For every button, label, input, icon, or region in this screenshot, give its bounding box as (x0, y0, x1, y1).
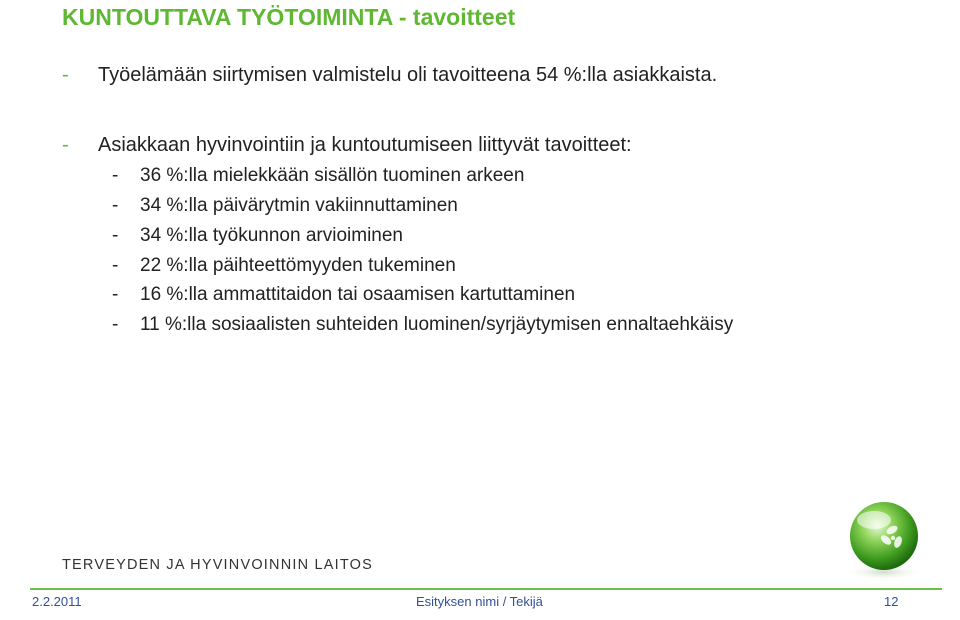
bullet-item (62, 134, 632, 157)
sub-dash: - (112, 225, 119, 246)
sub-item (112, 195, 458, 217)
bullet-item (62, 64, 717, 87)
sub-dash: - (112, 284, 119, 305)
sub-text: 34 %:lla päivärytmin vakiinnuttaminen (140, 195, 458, 216)
slide-title: KUNTOUTTAVA TYÖTOIMINTA - tavoitteet (62, 4, 516, 30)
sub-dash: - (112, 255, 119, 276)
sub-text: 11 %:lla sosiaalisten suhteiden luominen/syrjäytymisen ennaltaehkäisy (140, 314, 734, 335)
footer-presenter: Esityksen nimi / Tekijä (416, 594, 543, 609)
sub-item (112, 255, 456, 277)
sub-text: 34 %:lla työkunnon arvioiminen (140, 225, 403, 246)
green-sphere-logo-icon (834, 496, 930, 582)
sub-dash: - (112, 314, 119, 335)
bullet-dash: - (62, 134, 69, 156)
sub-text: 36 %:lla mielekkään sisällön tuominen arkeen (140, 165, 525, 186)
sub-item (112, 165, 524, 187)
organization-name: TERVEYDEN JA HYVINVOINNIN LAITOS (62, 557, 374, 573)
footer-date: 2.2.2011 (32, 594, 82, 609)
footer-page-number: 12 (884, 594, 899, 609)
sub-text: 16 %:lla ammattitaidon tai osaamisen kartuttaminen (140, 284, 576, 305)
bullet-dash: - (62, 64, 69, 86)
sub-dash: - (112, 195, 119, 216)
footer-divider (30, 588, 942, 590)
bullet-text: Työelämään siirtymisen valmistelu oli tavoitteena 54 %:lla asiakkaista. (98, 64, 718, 86)
sub-text: 22 %:lla päihteettömyyden tukeminen (140, 255, 456, 276)
bullet-text: Asiakkaan hyvinvointiin ja kuntoutumiseen liittyvät tavoitteet: (98, 134, 632, 156)
sub-item (112, 225, 403, 247)
sub-item (112, 284, 575, 306)
sub-dash: - (112, 165, 119, 186)
sub-item (112, 314, 733, 336)
